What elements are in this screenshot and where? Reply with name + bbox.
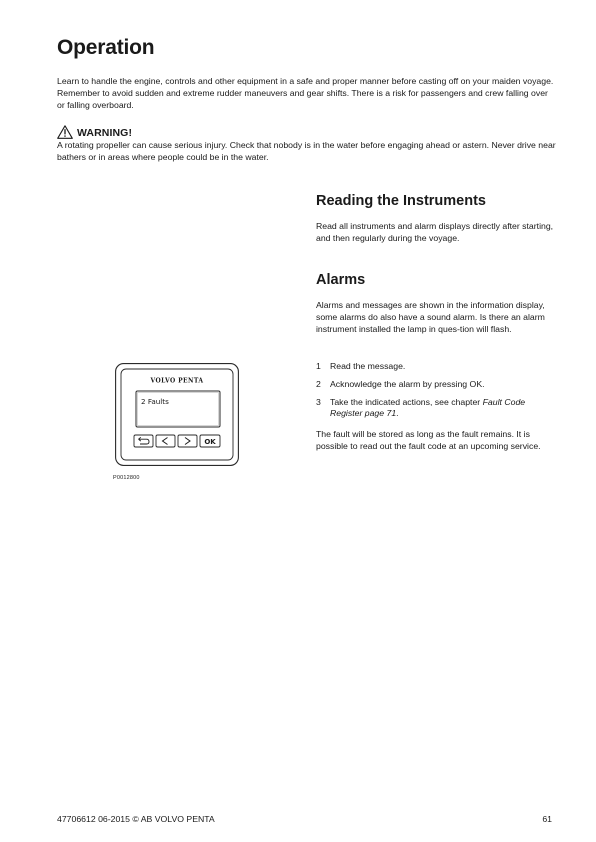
- step-number: 2: [316, 378, 321, 389]
- heading-reading-instruments: Reading the Instruments: [316, 193, 486, 209]
- step-text: [330, 397, 556, 421]
- warning-title: WARNING!: [77, 127, 133, 139]
- step-text: Read the message.: [330, 361, 406, 371]
- list-item: [316, 397, 556, 421]
- figure-code: P0012800: [113, 475, 140, 481]
- alarms-text: Alarms and messages are shown in the information display, some alarms do also have a sound alarm. Is there an alarm instrument installed the lamp in ques-tion will flash.: [316, 300, 545, 334]
- heading-alarms: Alarms: [316, 272, 366, 288]
- intro-paragraph: Learn to handle the engine, controls and other equipment in a safe and proper manner before casting off on your maiden voyage. Remember to avoid sudden and extreme rudder maneuvers and gear shifts. There is a risk for passengers and crew falling over or falling overboard.: [57, 76, 554, 110]
- footer-document-info: 47706612 06-2015 © AB VOLVO PENTA: [57, 814, 215, 824]
- step-number: 3: [316, 396, 321, 407]
- step-text-lead: Take the indicated actions, see chapter: [330, 396, 483, 407]
- page-title: Operation: [57, 36, 155, 59]
- alarm-steps-list: [316, 361, 556, 426]
- warning-block: [57, 124, 557, 164]
- warning-triangle-icon: [57, 125, 73, 139]
- ok-button[interactable]: [200, 435, 220, 447]
- right-button[interactable]: [178, 435, 197, 447]
- list-item: [316, 361, 556, 373]
- brand-logo-text: VOLVO PENTA: [150, 377, 204, 385]
- left-button[interactable]: [156, 435, 175, 447]
- warning-text: A rotating propeller can cause serious injury. Check that nobody is in the water before engaging ahead or astern. Never drive near bathers or in areas where people could be in the water.: [57, 140, 556, 162]
- fault-code-register-reference[interactable]: Fault Code Register page 71: [330, 396, 526, 419]
- ok-button-label: OK: [204, 438, 216, 446]
- information-display-illustration: [115, 363, 239, 466]
- back-button[interactable]: [134, 435, 153, 447]
- page-number: 61: [542, 814, 552, 824]
- step-number: 1: [316, 361, 321, 371]
- fault-stored-text: The fault will be stored as long as the fault remains. It is possible to read out the fault code at an upcoming service.: [316, 429, 541, 451]
- step-text: Acknowledge the alarm by pressing OK.: [330, 378, 485, 389]
- screen-text: 2 Faults: [141, 397, 169, 406]
- reading-instruments-text: Read all instruments and alarm displays directly after starting, and then regularly during the voyage.: [316, 221, 554, 243]
- warning-header: [57, 124, 557, 139]
- step-text-suffix: .: [396, 408, 399, 419]
- list-item: [316, 379, 556, 391]
